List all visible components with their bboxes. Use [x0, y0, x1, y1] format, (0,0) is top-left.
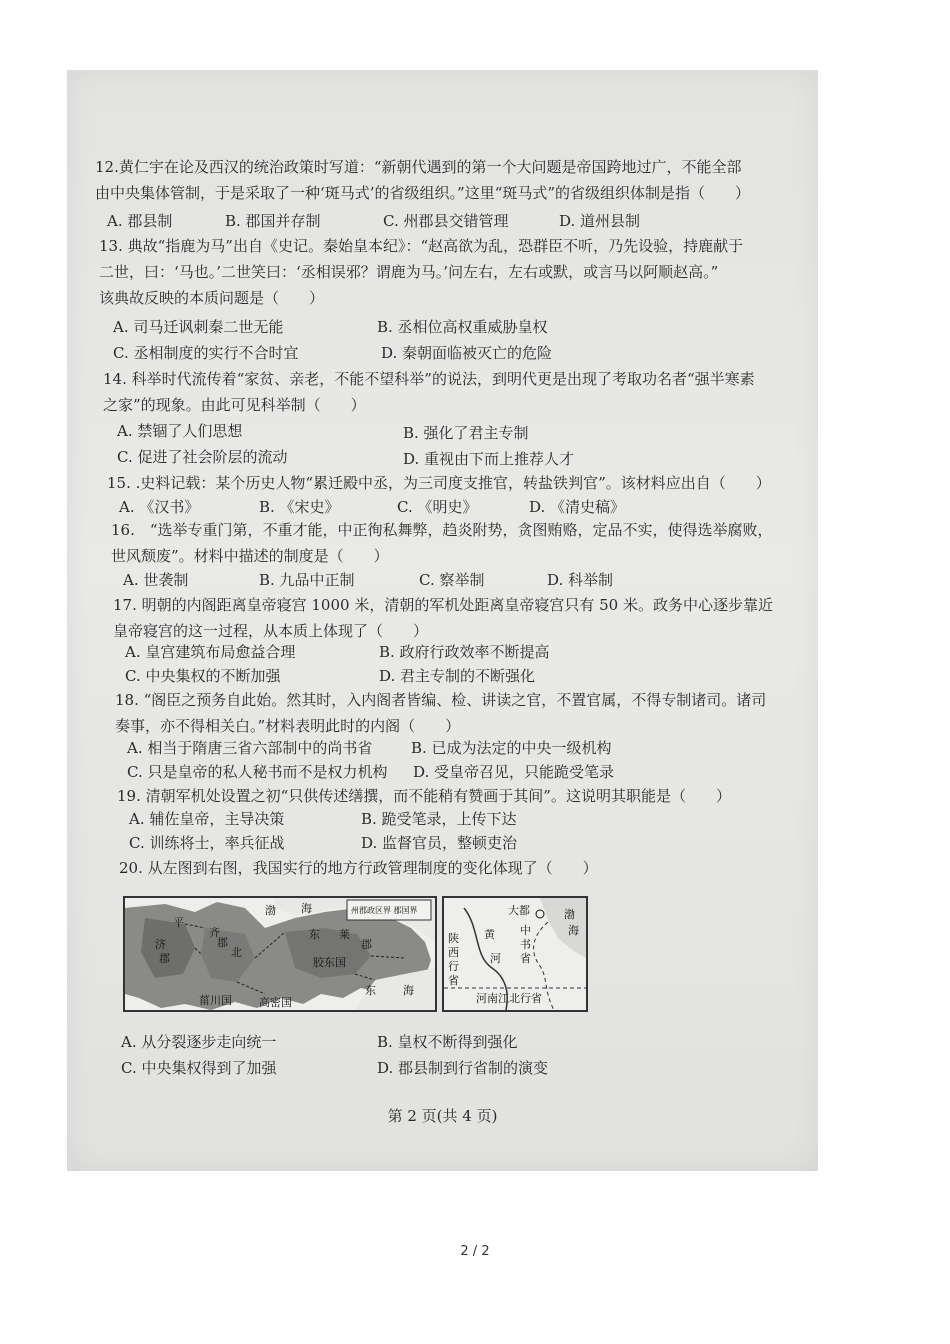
option-d: D. 秦朝面临被灭亡的危险: [381, 344, 553, 362]
map-label: 河: [490, 952, 501, 965]
question-text-line: 12.黄仁宇在论及西汉的统治政策时写道：“新朝代遇到的第一个大问题是帝国跨地过广，不能全部: [95, 158, 742, 176]
option-c: C. 只是皇帝的私人秘书而不是权力机构: [127, 763, 388, 781]
question-text-line: 15. .史料记载：某个历史人物“累迁殿中丞，为三司度支推官，转盐铁判官”。该材料应出自（ ）: [107, 474, 771, 492]
option-c: C. 训练将士，率兵征战: [129, 834, 285, 852]
map-label: 莱: [339, 928, 350, 941]
option-b: B. 跪受笔录，上传下达: [361, 810, 517, 828]
option-d: D. 君主专制的不断强化: [379, 667, 536, 685]
option-a: A. 相当于隋唐三省六部制中的尚书省: [127, 739, 373, 757]
option-a: A. 辅佐皇帝，主导决策: [129, 810, 285, 828]
option-d: D. 科举制: [547, 571, 614, 589]
option-c: C. 丞相制度的实行不合时宜: [113, 344, 299, 362]
option-b: B. 皇权不断得到强化: [377, 1033, 518, 1051]
question-text-line: 皇帝寝宫的这一过程，从本质上体现了（ ）: [113, 622, 429, 640]
map-label: 郡: [159, 952, 170, 965]
question-text-line: 之家”的现象。由此可见科举制（ ）: [103, 396, 366, 414]
map-label: 北: [231, 946, 242, 959]
map-label: 海: [568, 924, 579, 937]
map-label: 济: [155, 938, 166, 951]
question-text-line: 13. 典故“指鹿为马”出自《史记。秦始皇本纪》：“赵高欲为乱，恐群臣不听，乃先设验，持鹿献于: [99, 237, 744, 255]
pdf-page-indicator: 2 / 2: [460, 1244, 490, 1259]
map-label: 东: [365, 984, 376, 997]
map-label: 黄: [484, 928, 495, 941]
option-c: C. 中央集权的不断加强: [125, 667, 281, 685]
map-label: 书: [520, 938, 531, 951]
question-16: [111, 517, 773, 569]
map-label: 高密国: [259, 996, 292, 1009]
map-label: 胶东国: [313, 956, 346, 969]
question-text-line: 二世，曰：‘马也。’二世笑曰：‘丞相误邪？谓鹿为马。’问左右，左右或默，或言马以阿顺赵高。”: [99, 263, 719, 281]
question-text-line: 该典故反映的本质问题是（ ）: [99, 289, 325, 307]
question-15: [107, 470, 771, 496]
option-b: B. 强化了君主专制: [403, 424, 529, 442]
option-c: C. 促进了社会阶层的流动: [117, 448, 288, 466]
question-text-line: 14. 科举时代流传着“家贫、亲老，不能不望科举”的说法，到明代更是出现了考取功名者“强半寒素: [103, 370, 755, 388]
option-b: B. 已成为法定的中央一级机构: [411, 739, 612, 757]
option-d: D. 受皇帝召见，只能跪受笔录: [413, 763, 615, 781]
question-text-line: 由中央集体管制，于是采取了一种‘斑马式’的省级组织。”这里“斑马式”的省级组织体制是指（ ）: [95, 184, 751, 202]
map-label: 平: [173, 916, 184, 929]
map-label: 海: [301, 902, 312, 915]
map-left-han-commanderies: [123, 896, 437, 1012]
option-b: B. 丞相位高权重威胁皇权: [377, 318, 548, 336]
question-12: [95, 154, 750, 206]
question-text-line: 世风颓废”。材料中描述的制度是（ ）: [111, 547, 389, 565]
option-c: C. 州郡县交错管理: [383, 212, 509, 230]
option-b: B. 郡国并存制: [225, 212, 321, 230]
map-label: 省: [448, 974, 459, 987]
map-label: 中: [520, 924, 531, 937]
map-label: 渤: [564, 908, 575, 921]
map-label: 海: [403, 984, 414, 997]
option-a: A. 从分裂逐步走向统一: [121, 1033, 277, 1051]
page-number: 第 2 页(共 4 页): [387, 1107, 498, 1125]
map-label: 齐: [209, 926, 220, 939]
option-c: C. 《明史》: [397, 498, 478, 516]
map-label: 东: [309, 928, 320, 941]
map-label: 河南江北行省: [476, 992, 542, 1005]
question-18: [115, 687, 766, 739]
option-a: A. 司马迁讽刺秦二世无能: [113, 318, 284, 336]
question-text-line: 19. 清朝军机处设置之初“只供传述缮撰，而不能稍有赞画于其间”。这说明其职能是（ ）: [117, 787, 731, 805]
option-b: B. 政府行政效率不断提高: [379, 643, 550, 661]
map-label: 大都: [508, 904, 530, 917]
map-label: 郡: [361, 938, 372, 951]
map-label: 渤: [265, 904, 276, 917]
question-text-line: 奏事，亦不得相关白。”材料表明此时的内阁（ ）: [115, 717, 461, 735]
question-17: [113, 592, 773, 644]
question-20: [119, 855, 598, 881]
option-c: C. 中央集权得到了加强: [121, 1059, 277, 1077]
map-legend: 州郡政区界 郡国界: [351, 906, 418, 915]
map-label: 郡: [217, 936, 228, 949]
option-d: D. 郡县制到行省制的演变: [377, 1059, 549, 1077]
scanned-page: [67, 70, 818, 1171]
option-a: A. 《汉书》: [119, 498, 200, 516]
map-right-yuan-provinces: [442, 896, 588, 1012]
map-label: 西: [448, 946, 459, 959]
option-b: B. 九品中正制: [259, 571, 355, 589]
option-d: D. 监督官员，整顿吏治: [361, 834, 518, 852]
option-a: A. 皇宫建筑布局愈益合理: [125, 643, 296, 661]
question-text-line: 18. “阁臣之预务自此始。然其时，入内阁者皆编、检、讲读之官，不置官属，不得专制诸司。诸司: [115, 691, 767, 709]
option-d: D. 道州县制: [559, 212, 641, 230]
option-a: A. 禁锢了人们思想: [117, 422, 243, 440]
option-b: B. 《宋史》: [259, 498, 340, 516]
option-d: D. 《清史稿》: [529, 498, 626, 516]
option-a: A. 世袭制: [123, 571, 189, 589]
question-14: [103, 366, 755, 418]
question-text-line: 20. 从左图到右图，我国实行的地方行政管理制度的变化体现了（ ）: [119, 859, 598, 877]
map-label: 省: [520, 952, 531, 965]
option-d: D. 重视由下而上推荐人才: [403, 450, 575, 468]
map-label: 陕: [448, 932, 459, 945]
question-text-line: 16. “选举专重门第，不重才能，中正徇私舞弊，趋炎附势，贪图贿赂，定品不实，使得选举腐败，: [111, 521, 773, 539]
map-label: 行: [448, 960, 459, 973]
question-text-line: 17. 明朝的内阁距离皇帝寝宫 1000 米，清朝的军机处距离皇帝寝宫只有 50 米。政务中心逐步靠近: [113, 596, 773, 614]
option-c: C. 察举制: [419, 571, 485, 589]
option-a: A. 郡县制: [107, 212, 173, 230]
map-label: 菑川国: [199, 994, 232, 1007]
question-13: [99, 233, 743, 311]
question-19: [117, 783, 731, 809]
